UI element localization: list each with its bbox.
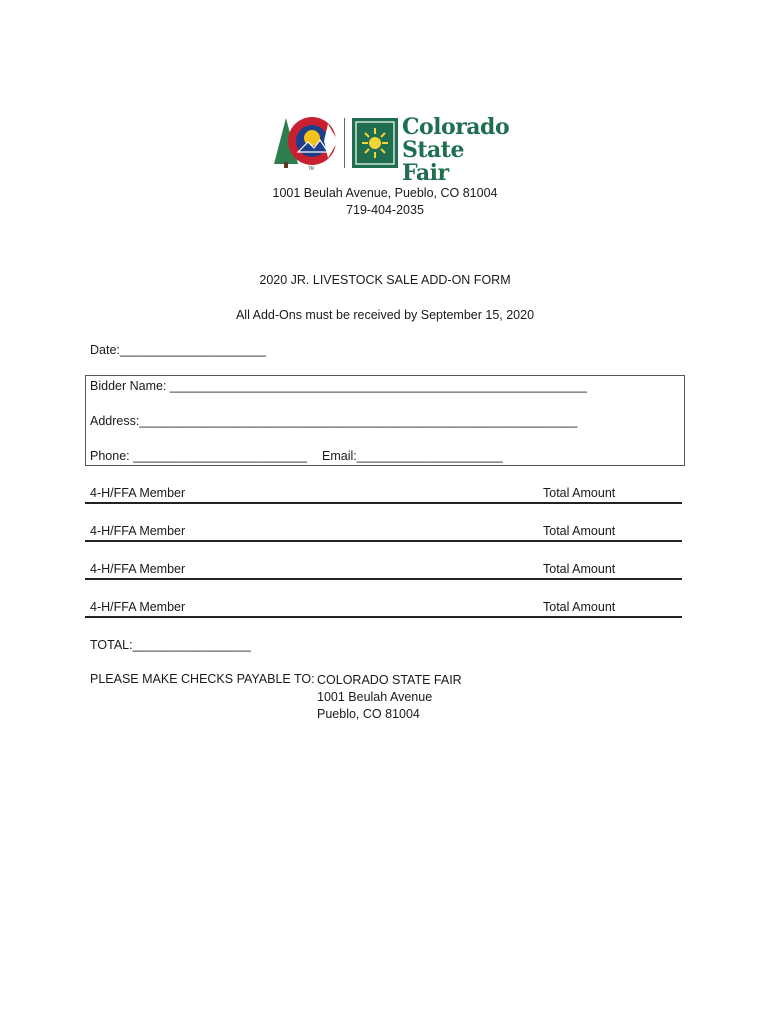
row-underline-3[interactable]: [85, 578, 682, 580]
form-title: 2020 JR. LIVESTOCK SALE ADD-ON FORM: [259, 273, 511, 287]
payable-label: PLEASE MAKE CHECKS PAYABLE TO:: [90, 672, 315, 686]
logo-line-2: State Fair: [402, 137, 464, 186]
amount-label-2: Total Amount: [543, 524, 616, 538]
amount-label-1: Total Amount: [543, 486, 616, 500]
payable-name: COLORADO STATE FAIR: [317, 673, 462, 687]
colorado-c-logo-icon: [272, 114, 338, 172]
row-underline-2[interactable]: [85, 540, 682, 542]
payable-address-block: [317, 672, 462, 723]
amount-label-4: Total Amount: [543, 600, 616, 614]
header-address: 1001 Beulah Avenue, Pueblo, CO 81004: [272, 186, 498, 200]
amount-label-3: Total Amount: [543, 562, 616, 576]
deadline-note: All Add-Ons must be received by September 15, 2020: [235, 308, 535, 322]
member-label-3: 4-H/FFA Member: [90, 562, 186, 576]
total-field[interactable]: TOTAL:_________________: [90, 638, 251, 652]
date-field[interactable]: Date:_____________________: [90, 343, 266, 357]
bidder-phone-field[interactable]: Phone: _________________________: [90, 449, 307, 463]
member-label-4: 4-H/FFA Member: [90, 600, 186, 614]
row-underline-4[interactable]: [85, 616, 682, 618]
colorado-state-fair-logo: [272, 114, 510, 186]
logo-wordmark: [402, 116, 509, 185]
header-phone: 719-404-2035: [346, 203, 424, 217]
bidder-address-field[interactable]: Address:_______________________________________________________________: [90, 414, 578, 428]
member-label-1: 4-H/FFA Member: [90, 486, 186, 500]
trademark-mark: TM: [308, 166, 314, 171]
bidder-email-field[interactable]: Email:_____________________: [322, 449, 503, 463]
payable-city: Pueblo, CO 81004: [317, 707, 420, 721]
bidder-name-field[interactable]: Bidder Name: ____________________________________________________________: [90, 379, 588, 393]
payable-street: 1001 Beulah Avenue: [317, 690, 433, 704]
state-fair-sun-icon: [352, 118, 398, 168]
logo-divider: [344, 118, 345, 168]
logo-line-1: Colorado: [402, 114, 510, 140]
member-label-2: 4-H/FFA Member: [90, 524, 186, 538]
row-underline-1[interactable]: [85, 502, 682, 504]
